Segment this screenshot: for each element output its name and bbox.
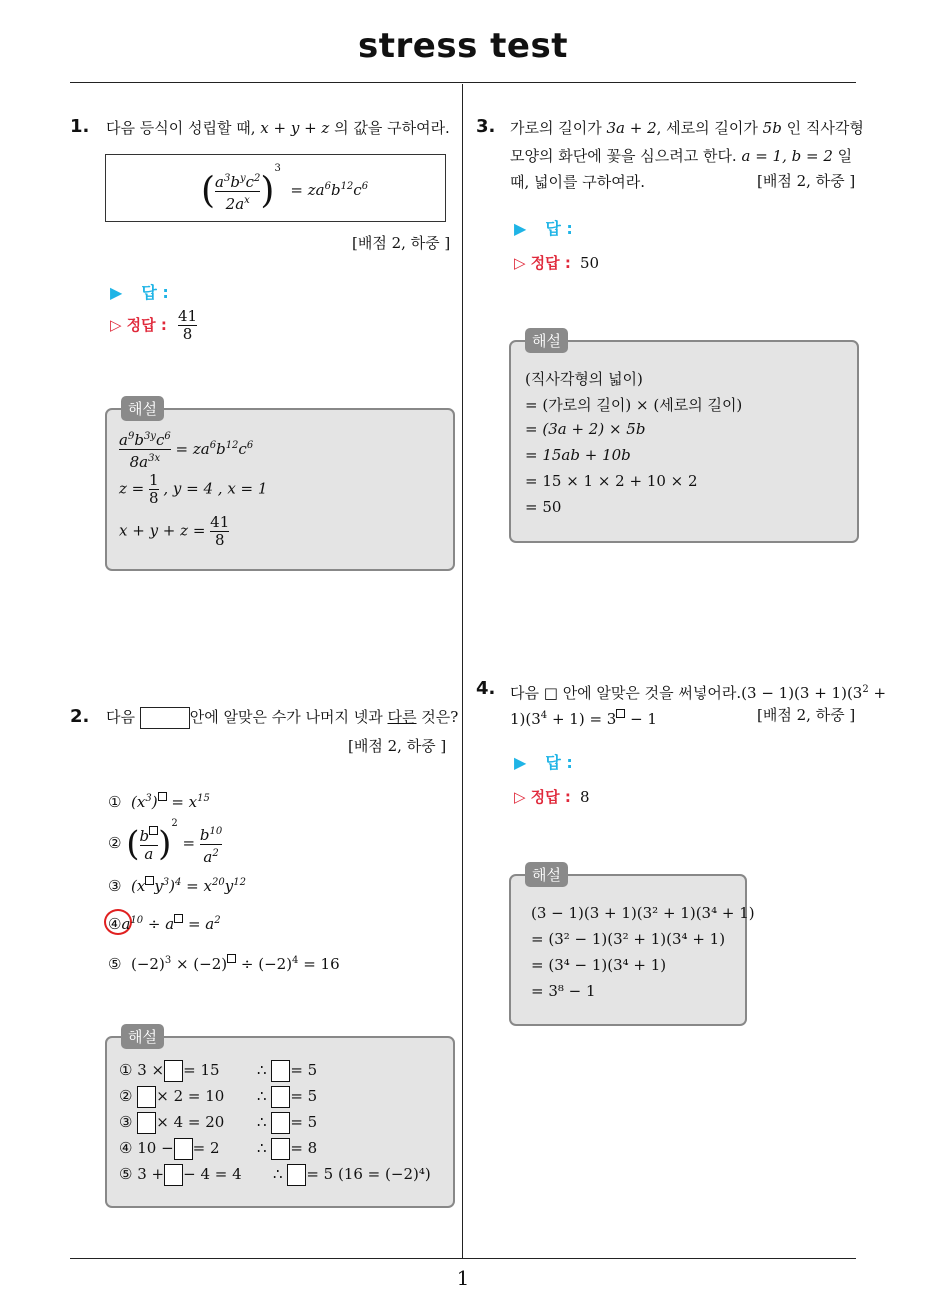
q1-answer-label: 답 : (141, 283, 169, 302)
q1-sol-line3: x + y + z = $\frac{41}{8}$ (119, 513, 230, 549)
bottom-rule (70, 1258, 856, 1259)
q1-text-a: 다음 등식이 성립할 때, (106, 119, 256, 137)
q3-answer-row: ▶ 답 : (514, 219, 573, 238)
q2-score: [배점 2, 하중 ] (348, 737, 447, 755)
q4-sol-line-4: = 3⁸ − 1 (531, 982, 596, 1000)
triangle-outline-icon: ▷ (514, 254, 526, 272)
q1-text (106, 114, 450, 142)
q3-sol-line-6: = 50 (525, 498, 562, 516)
q3-solution-box (509, 332, 859, 543)
q2-sol-row-4-result: ∴ = 8 (257, 1138, 317, 1160)
q4-sol-line-3: = (3⁴ − 1)(3⁴ + 1) (531, 956, 667, 974)
column-divider (462, 84, 463, 1259)
q2-sol-row-1: ① 3 × = 15 (119, 1060, 220, 1082)
q4-number: 4. (476, 678, 496, 699)
q2-sol-row-5-result: ∴ = 5 (16 = (−2)⁴) (273, 1164, 431, 1186)
triangle-filled-icon: ▶ (514, 219, 527, 238)
page-number: 1 (456, 1266, 470, 1290)
page-title: stress test (358, 26, 568, 66)
q2-choice-1[interactable]: ① $(x^3) = x^{15}$ (108, 793, 210, 811)
q1-equation: ( $\frac{a^3b^yc^2}{2a^x}$ )$^3 = za^6b^{12}c^6$ (201, 163, 369, 213)
q2-text (106, 703, 458, 731)
q4-correct-value: 8 (579, 788, 590, 806)
q4-sol-line-2: = (3² − 1)(3² + 1)(3⁴ + 1) (531, 930, 726, 948)
q2-choice-3[interactable]: ③ (x $y^3)^4 = x^{20}y^{12}$ (108, 877, 246, 895)
q3-sol-line-3: = (3a + 2) × 5b (525, 420, 646, 438)
q3-line-3: 때, 넓이를 구하여라. (510, 173, 645, 191)
q2-text-b: 안에 알맞은 수가 나머지 넷과 (189, 708, 383, 726)
q2-choice-2[interactable]: ② ( $\frac{b}{a}$ )$^2$ = $\frac{b^{10}}{a^2}$ (108, 818, 223, 866)
q1-solution-tab: 해설 (121, 396, 164, 421)
q3-correct-row: ▷ 정답 : 50 (514, 254, 600, 272)
q2-text-a: 다음 (106, 708, 135, 726)
q2-sol-row-5: ⑤ 3 + − 4 = 4 (119, 1164, 242, 1186)
q1-sol-line2: z = $\frac{1}{8}$ , y = 4 , x = 1 (119, 471, 268, 507)
q1-expr-sum: x + y + z (260, 119, 330, 137)
q3-sol-line-1: (직사각형의 넓이) (525, 370, 643, 388)
q1-correct-row (110, 308, 197, 343)
q1-solution-box (105, 400, 455, 571)
q2-sol-row-3: ③ × 4 = 20 (119, 1112, 224, 1134)
q2-sol-row-2: ② × 2 = 10 (119, 1086, 224, 1108)
q1-correct-value: $\frac{41}{8}$ (177, 307, 198, 343)
q2-choice-4[interactable]: $④a^{10} \div a = a^2$ (108, 915, 221, 933)
triangle-filled-icon: ▶ (514, 753, 527, 772)
q3-line-2: 모양의 화단에 꽃을 심으려고 한다. a = 1, b = 2 일 (510, 147, 853, 165)
q2-blank-box (140, 707, 190, 729)
q2-sol-row-1-result: ∴ = 5 (257, 1060, 317, 1082)
q2-choice-5[interactable]: ⑤ $(-2)^3 \times (-2) \div (-2)^4 = 16$ (108, 955, 340, 973)
q1-number: 1. (70, 116, 90, 137)
q1-score: [배점 2, 하중 ] (352, 234, 451, 252)
q3-number: 3. (476, 116, 496, 137)
q2-number: 2. (70, 706, 90, 727)
q2-solution-box (105, 1028, 455, 1208)
q2-text-c: 다른 (387, 708, 417, 726)
q1-equation-box (105, 154, 446, 222)
q3-solution-tab: 해설 (525, 328, 568, 353)
q3-sol-line-2: = (가로의 길이) × (세로의 길이) (525, 396, 743, 414)
q2-solution-tab: 해설 (121, 1024, 164, 1049)
q4-line-2: $1)(3^4 + 1) = 3 - 1$ (510, 710, 657, 728)
q3-sol-line-4: = 15ab + 10b (525, 446, 631, 464)
q1-answer-row (110, 280, 169, 303)
triangle-outline-icon: ▷ (110, 316, 122, 334)
q3-correct-value: 50 (579, 254, 600, 272)
q3-sol-line-5: = 15 × 1 × 2 + 10 × 2 (525, 472, 698, 490)
top-rule (70, 82, 856, 83)
q2-sol-row-2-result: ∴ = 5 (257, 1086, 317, 1108)
q3-score: [배점 2, 하중 ] (757, 172, 856, 190)
triangle-filled-icon: ▶ (110, 283, 123, 302)
q4-solution-box (509, 866, 755, 1026)
q4-answer-row: ▶ 답 : (514, 753, 573, 772)
q2-sol-row-3-result: ∴ = 5 (257, 1112, 317, 1134)
q2-sol-row-4: ④ 10 − = 2 (119, 1138, 220, 1160)
q3-line-1: 가로의 길이가 3a + 2, 세로의 길이가 5b 인 직사각형 (510, 119, 864, 137)
q4-correct-row: ▷ 정답 : 8 (514, 788, 590, 806)
q4-score: [배점 2, 하중 ] (757, 706, 856, 724)
q4-sol-line-1: (3 − 1)(3 + 1)(3² + 1)(3⁴ + 1) (531, 904, 755, 922)
q2-text-d: 것은? (421, 708, 459, 726)
q1-correct-label: 정답 : (126, 316, 167, 334)
triangle-outline-icon: ▷ (514, 788, 526, 806)
q4-solution-tab: 해설 (525, 862, 568, 887)
q1-sol-line1: $\frac{a^9b^{3y}c^6}{8a^{3x}}$ = $za^6b^{12}c^6$ (119, 431, 254, 471)
q4-line-1: 다음 □ 안에 알맞은 것을 써넣어라$.(3 - 1)(3 + 1)(3^2$ + (510, 684, 887, 702)
q1-text-b: 의 값을 구하여라. (334, 119, 450, 137)
